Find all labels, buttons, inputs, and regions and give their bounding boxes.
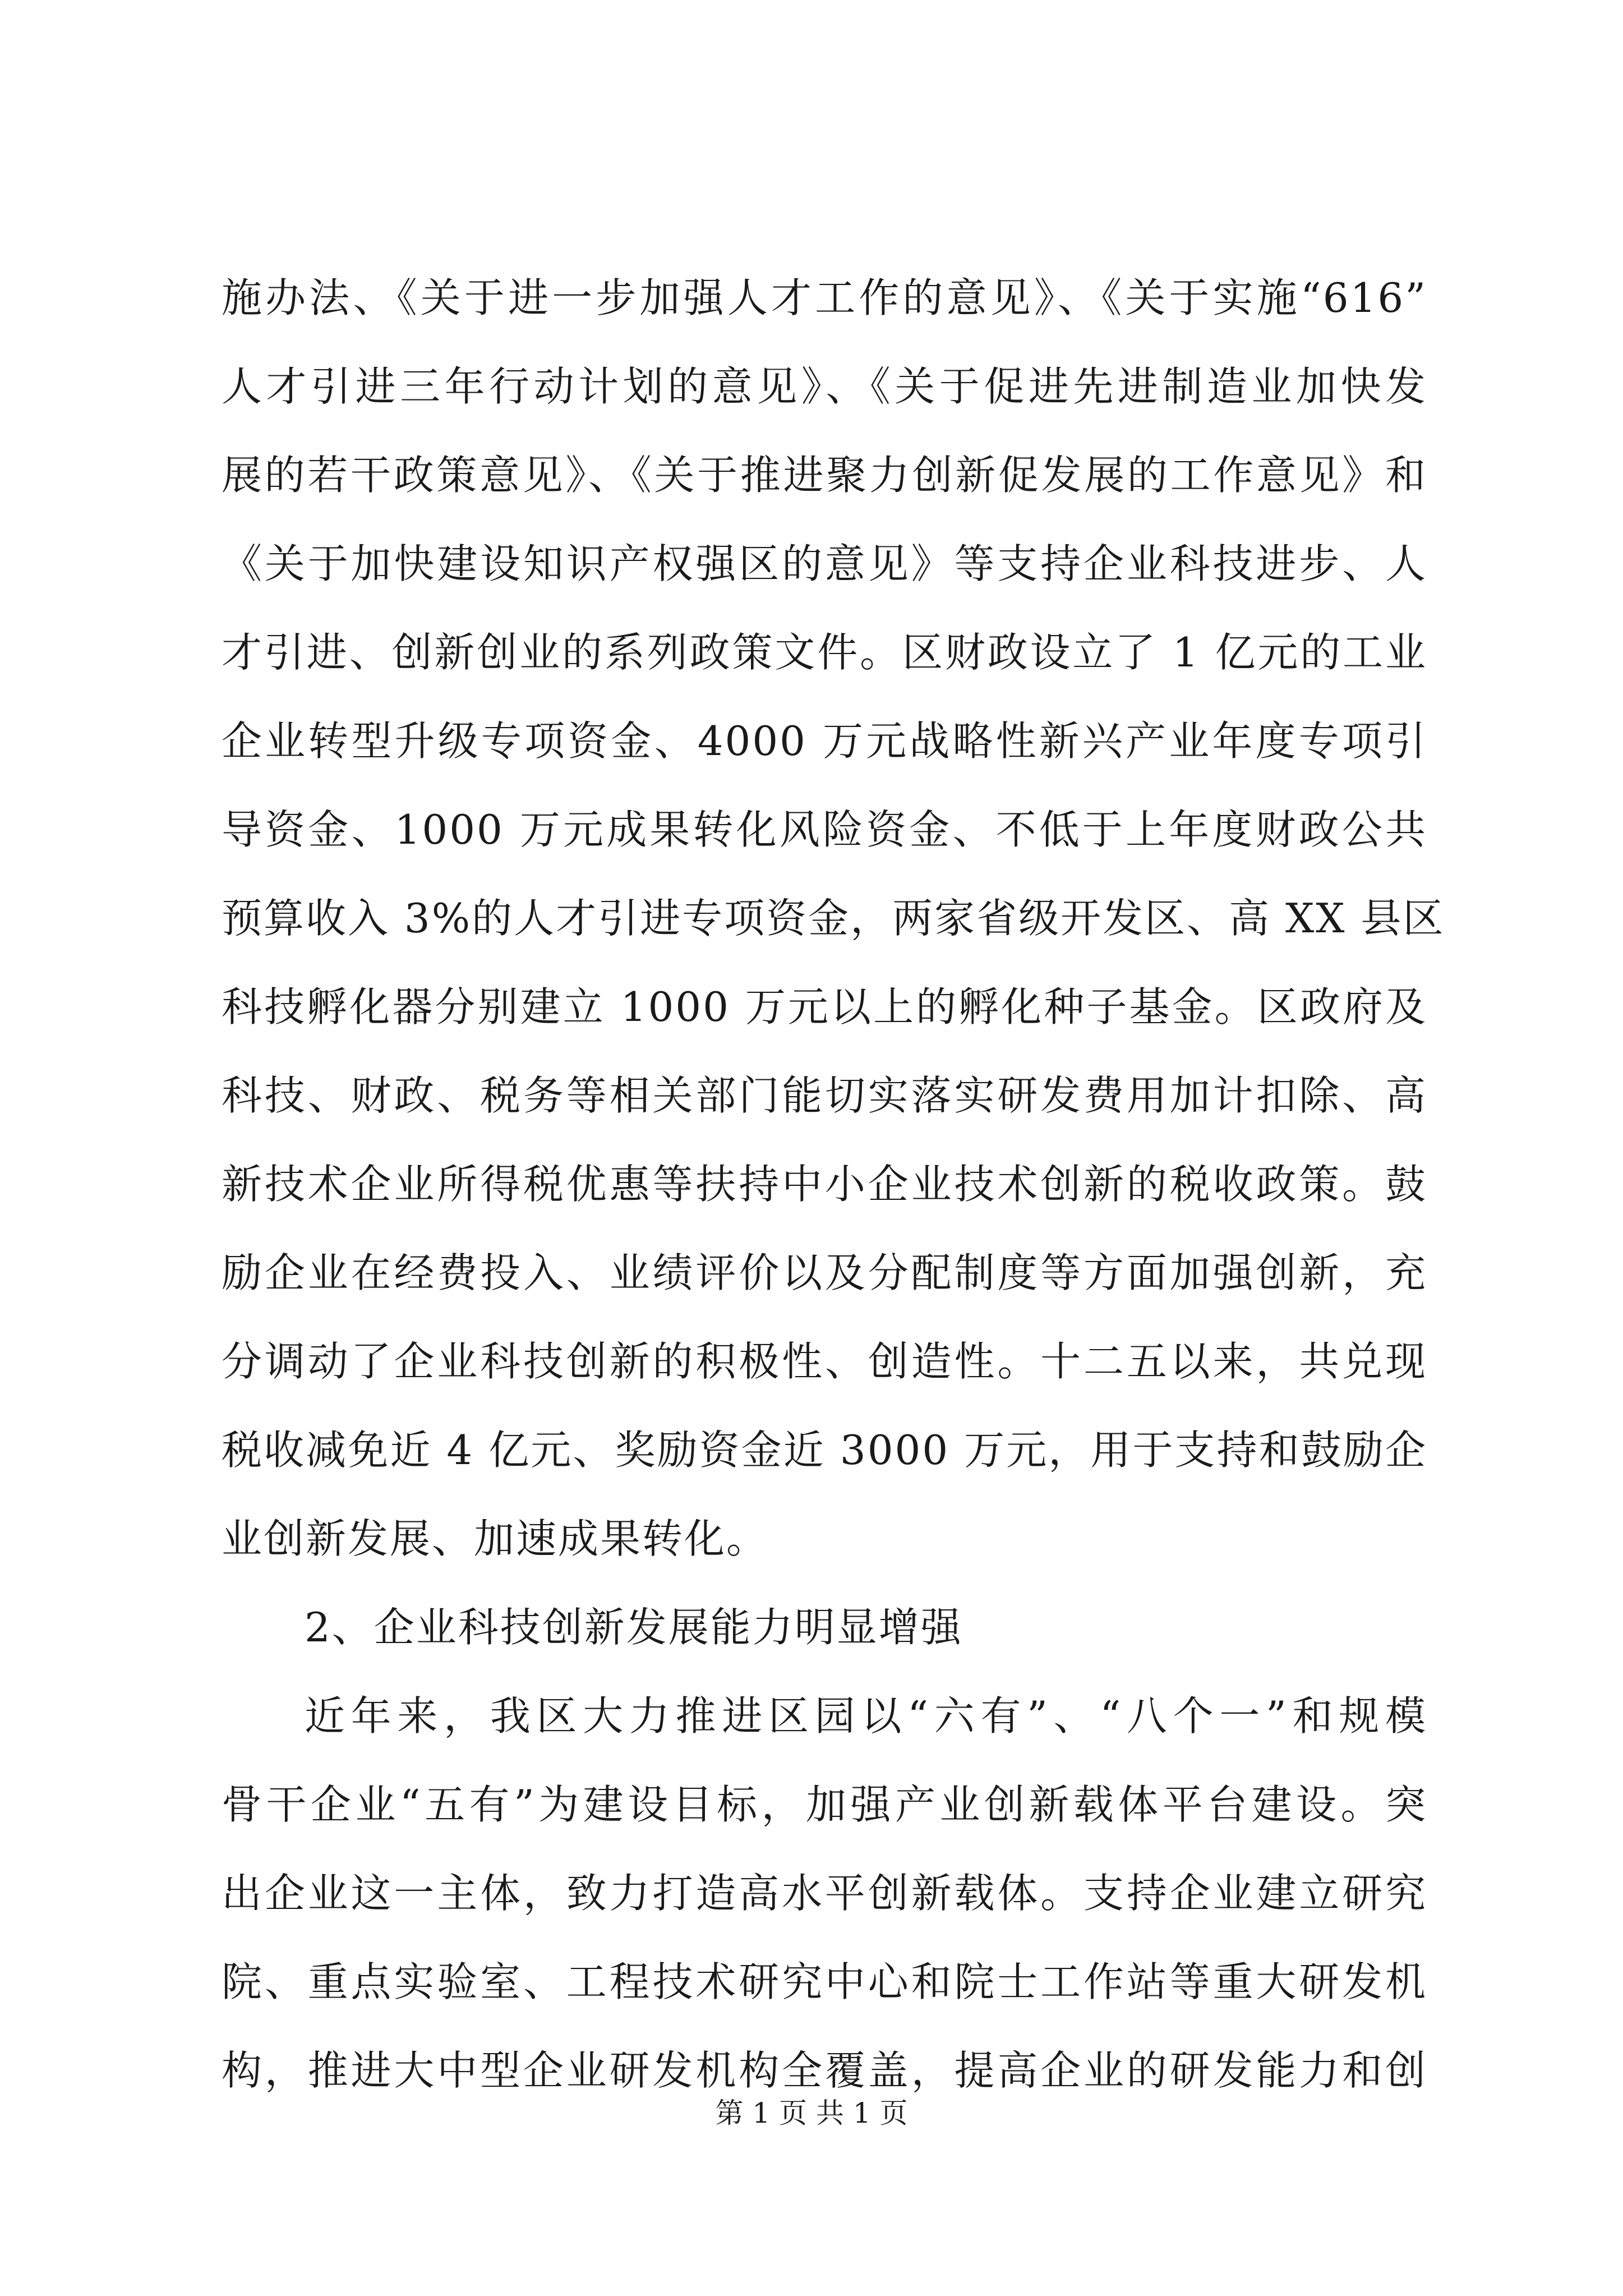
text-line-1: 施办法、《关于进一步加强人才工作的意见》、《关于实施“616” [222, 274, 1427, 321]
text-line-11: 新技术企业所得税优惠等扶持中小企业技术创新的税收政策。鼓 [222, 1161, 1427, 1208]
text-line-17: 近年来，我区大力推进区园以“六有”、“八个一”和规模 [305, 1692, 1427, 1740]
document-body [222, 254, 1445, 2115]
text-line-4: 《关于加快建设知识产权强区的意见》等支持企业科技进步、人 [222, 540, 1427, 587]
text-line-7: 导资金、1000 万元成果转化风险资金、不低于上年度财政公共 [222, 806, 1427, 853]
text-line-2: 人才引进三年行动计划的意见》、《关于促进先进制造业加快发 [222, 363, 1427, 410]
text-line-18: 骨干企业“五有”为建设目标，加强产业创新载体平台建设。突 [222, 1781, 1427, 1828]
text-line-3: 展的若干政策意见》、《关于推进聚力创新促发展的工作意见》和 [222, 452, 1427, 499]
text-line-12: 励企业在经费投入、业绩评价以及分配制度等方面加强创新，充 [222, 1249, 1427, 1296]
text-line-5: 才引进、创新创业的系列政策文件。区财政设立了 1 亿元的工业 [222, 629, 1427, 676]
text-line-10: 科技、财政、税务等相关部门能切实落实研发费用加计扣除、高 [222, 1072, 1427, 1119]
text-line-8: 预算收入 3%的人才引进专项资金，两家省级开发区、高 XX 县区 [222, 895, 1445, 942]
text-line-21: 构，推进大中型企业研发机构全覆盖，提高企业的研发能力和创 [222, 2047, 1427, 2094]
section-heading: 2、企业科技创新发展能力明显增强 [305, 1604, 963, 1651]
page-footer [0, 2093, 1623, 2133]
text-line-6: 企业转型升级专项资金、4000 万元战略性新兴产业年度专项引 [222, 717, 1427, 765]
text-line-15: 业创新发展、加速成果转化。 [222, 1515, 769, 1562]
text-line-13: 分调动了企业科技创新的积极性、创造性。十二五以来，共兑现 [222, 1338, 1427, 1385]
page-number-label: 第 1 页 共 1 页 [715, 2097, 908, 2129]
text-line-9: 科技孵化器分别建立 1000 万元以上的孵化种子基金。区政府及 [222, 983, 1427, 1030]
text-line-14: 税收减免近 4 亿元、奖励资金近 3000 万元，用于支持和鼓励企 [222, 1427, 1427, 1474]
text-line-19: 出企业这一主体，致力打造高水平创新载体。支持企业建立研究 [222, 1870, 1427, 1917]
text-line-20: 院、重点实验室、工程技术研究中心和院士工作站等重大研发机 [222, 1958, 1427, 2005]
